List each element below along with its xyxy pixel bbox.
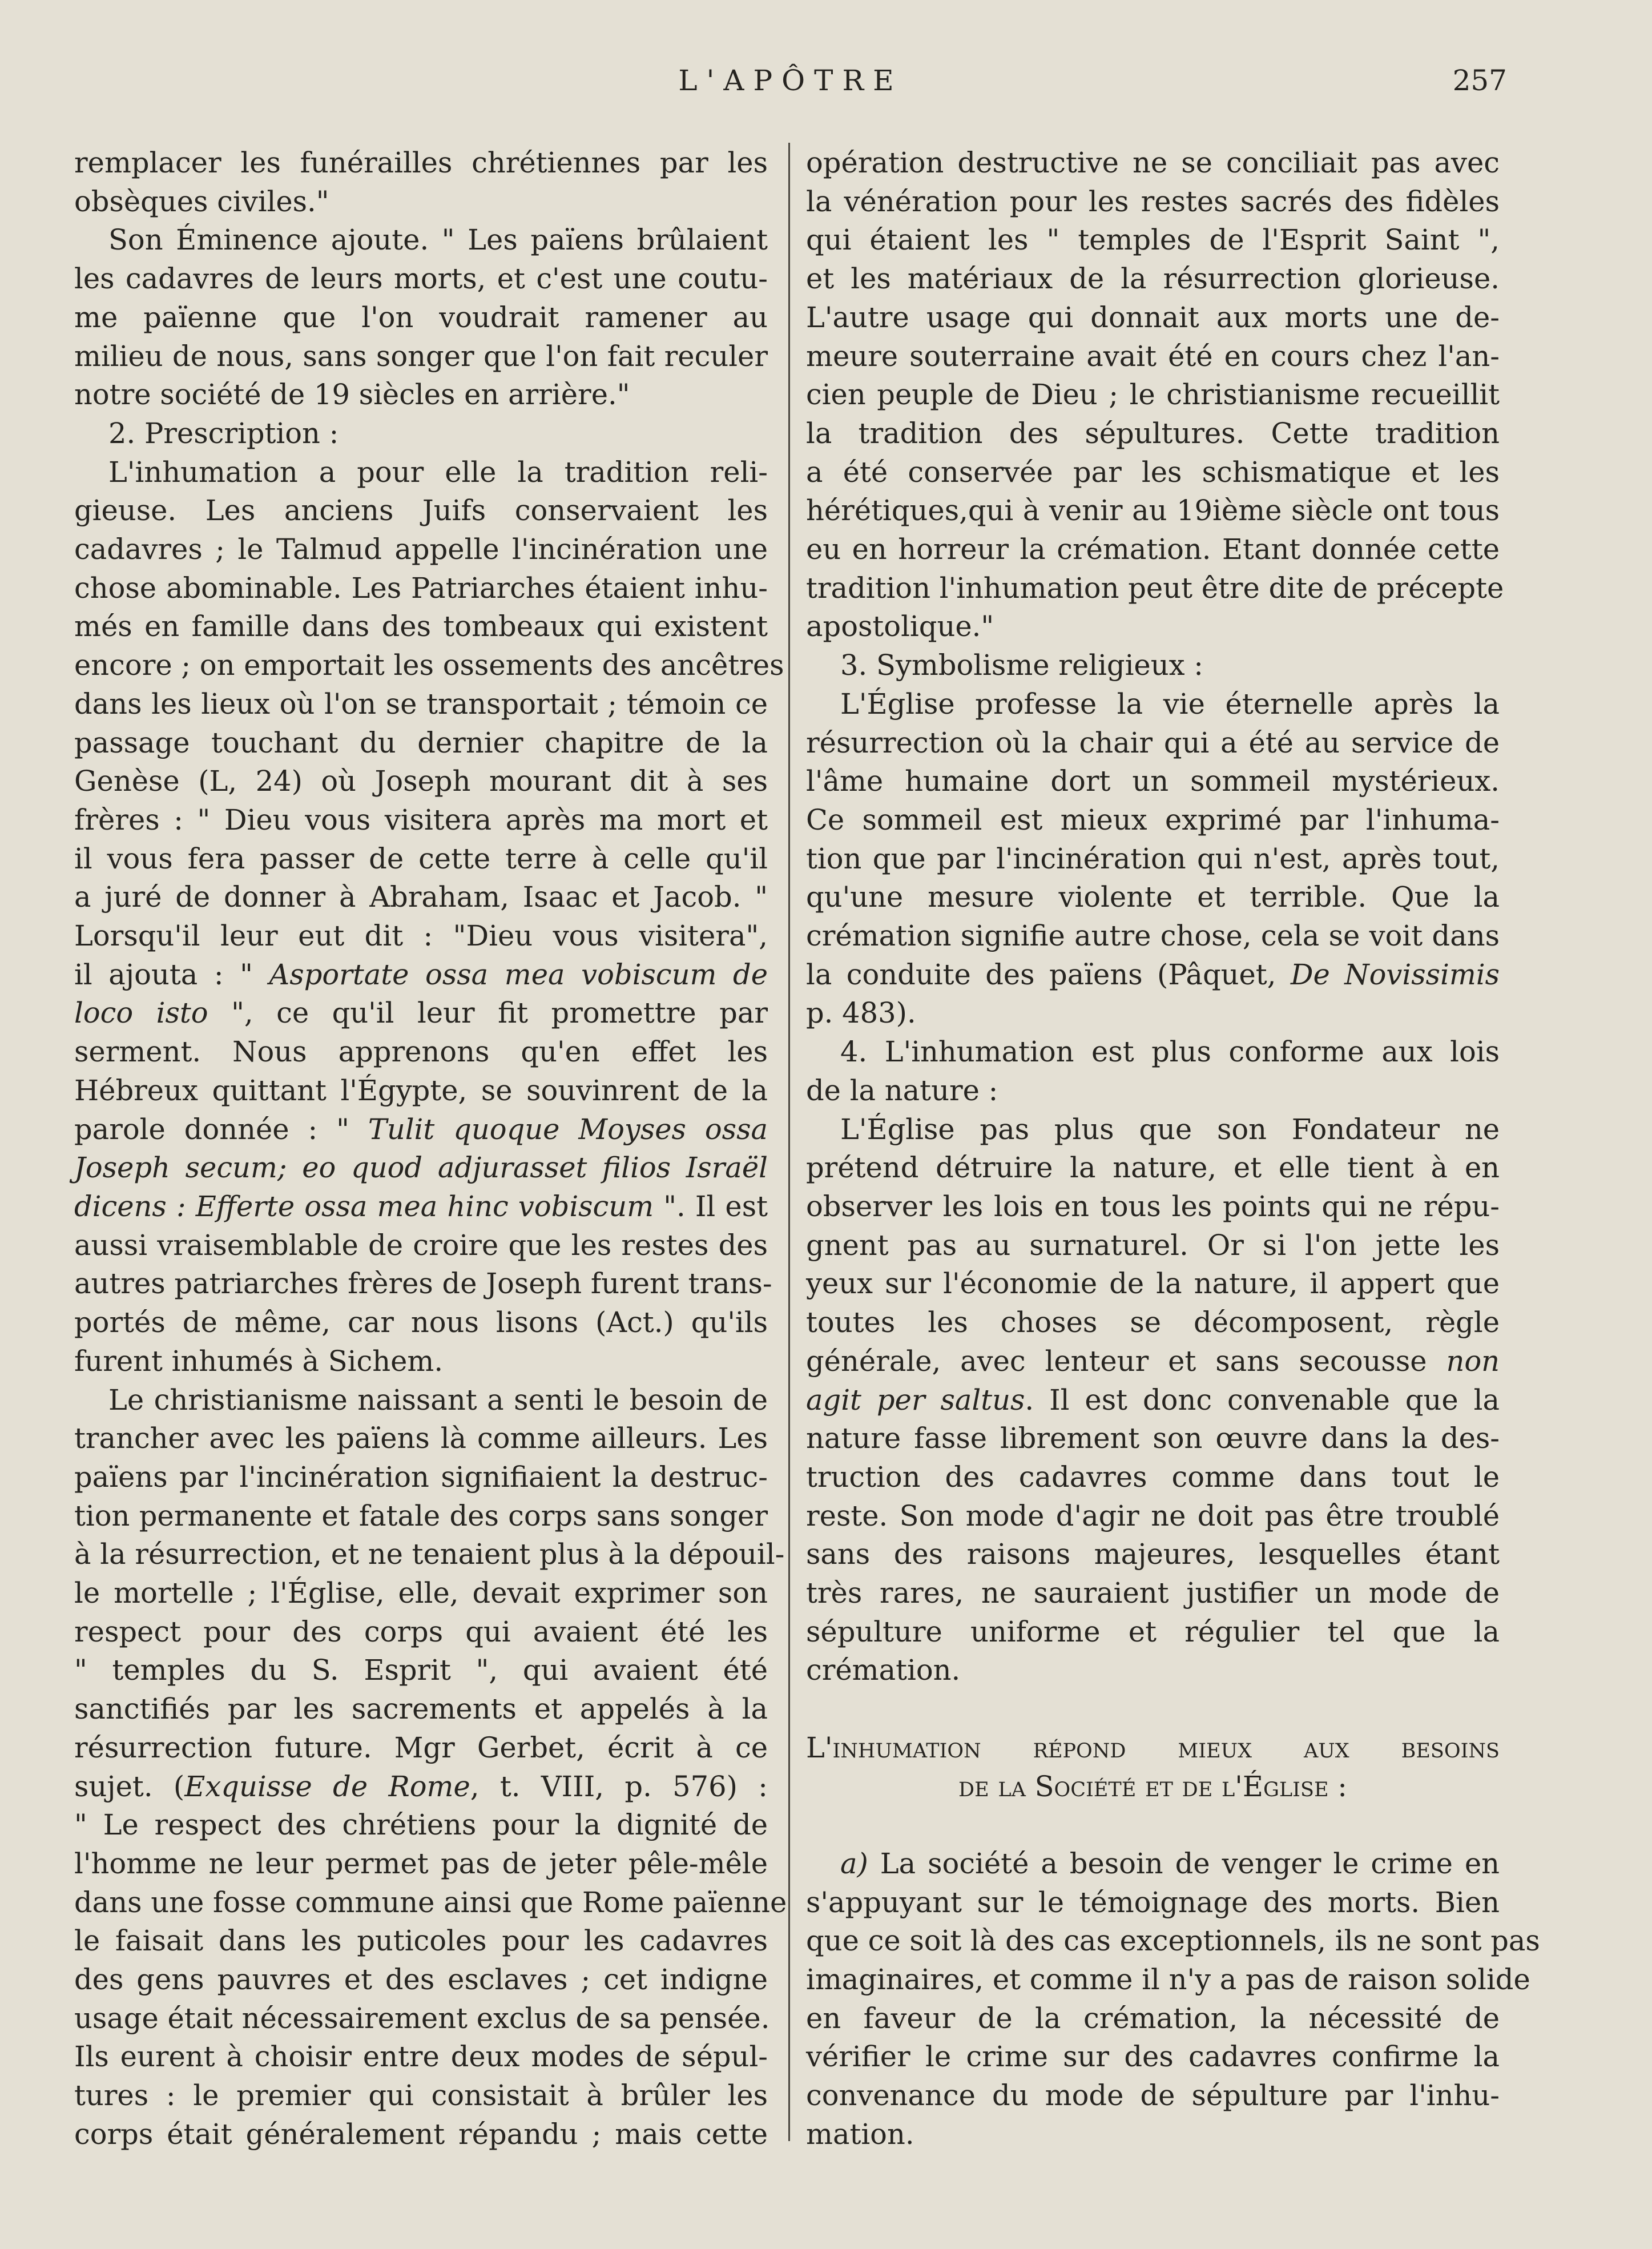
text-line: [806, 569, 1504, 608]
line-text: ", ce qu'il leur fit promettre par: [208, 996, 768, 1030]
line-text: s'appuyant sur le témoignage des morts. Bien: [806, 1885, 1500, 1919]
line-text: ". Il est: [654, 1189, 768, 1223]
left-column: [74, 144, 787, 2154]
line-text: très rares, ne sauraient justifier un mode de: [806, 1576, 1500, 1610]
line-text: toutes les choses se décomposent, règle: [806, 1306, 1500, 1339]
line-text: résurrection où la chair qui a été au service de: [806, 726, 1500, 759]
text-line: [74, 2115, 768, 2154]
text-line: [806, 1961, 1530, 1999]
column-divider: [788, 143, 790, 2141]
line-text: qui étaient les " temples de l'Esprit Saint ",: [806, 223, 1500, 257]
text-line: [806, 724, 1500, 763]
line-text: l'homme ne leur permet pas de jeter pêle-mêle: [74, 1846, 768, 1880]
line-text: sans des raisons majeures, lesquelles étant: [806, 1538, 1500, 1571]
line-text: apostolique.": [806, 610, 994, 643]
text-line: [74, 1111, 768, 1149]
text-line: [74, 1690, 768, 1729]
text-line: [74, 183, 768, 222]
line-text: il vous fera passer de cette terre à celle qu'il: [74, 842, 768, 875]
line-text: serment. Nous apprenons qu'en effet les: [74, 1035, 768, 1069]
text-line: [806, 956, 1500, 995]
text-line: [806, 337, 1500, 376]
line-text: portés de même, car nous lisons (Act.) qu'ils: [74, 1306, 768, 1339]
line-text: . Il est donc convenable que la: [1025, 1383, 1500, 1417]
text-line: [806, 1651, 1500, 1690]
line-text: que ce soit là des cas exceptionnels, ils ne sont pas: [806, 1924, 1540, 1958]
line-text: il ajouta : ": [74, 957, 269, 991]
text-line: [806, 1845, 1500, 1884]
line-text: le faisait dans les puticoles pour les cadavres: [74, 1924, 768, 1958]
text-line: [806, 607, 1500, 646]
line-text: dans les lieux où l'on se transportait ; témoin ce: [74, 687, 768, 721]
text-line: [806, 530, 1500, 569]
text-line: [74, 1806, 768, 1845]
text-line: [74, 1072, 768, 1111]
text-line: [806, 1033, 1500, 1072]
text-line: [806, 1381, 1500, 1420]
line-text: , t. VIII, p. 576) :: [470, 1769, 768, 1803]
line-text: 3. Symbolisme religieux :: [840, 649, 1203, 682]
line-italic-text: Tulit quoque Moyses ossa: [368, 1112, 768, 1146]
text-line: [74, 994, 768, 1033]
text-line: [806, 1458, 1500, 1497]
line-text: L'inhumation répond mieux aux besoins: [806, 1731, 1500, 1764]
text-line: [74, 878, 768, 917]
line-italic-text: loco isto: [74, 996, 208, 1030]
line-text: sépulture uniforme et régulier tel que la: [806, 1615, 1500, 1648]
text-line: [74, 1999, 768, 2038]
text-line: [806, 1574, 1500, 1613]
text-line: [806, 762, 1500, 801]
text-line: [806, 878, 1500, 917]
line-text: p. 483).: [806, 996, 916, 1030]
line-text: convenance du mode de sépulture par l'inhu-: [806, 2079, 1500, 2113]
text-line: [74, 1613, 768, 1652]
line-text: gieuse. Les anciens Juifs conservaient les: [74, 494, 768, 528]
text-line: [74, 1342, 768, 1381]
line-text: l'âme humaine dort un sommeil mystérieux.: [806, 765, 1500, 798]
line-text: meure souterraine avait été en cours chez l'an-: [806, 339, 1500, 373]
text-line: [74, 1497, 768, 1536]
text-line: [806, 1729, 1500, 1768]
text-line: [806, 376, 1500, 415]
text-line: [74, 917, 768, 956]
text-line: [806, 1303, 1500, 1342]
line-text: de la Société et de l'Église :: [958, 1769, 1347, 1803]
text-line: [806, 840, 1500, 879]
line-text: " Le respect des chrétiens pour la dignité de: [74, 1808, 768, 1842]
text-line: [74, 144, 768, 183]
line-text: trancher avec les païens là comme ailleurs. Les: [74, 1422, 768, 1455]
line-text: générale, avec lenteur et sans secousse: [806, 1344, 1446, 1378]
line-text: La société a besoin de venger le crime en: [868, 1846, 1500, 1880]
line-text: le mortelle ; l'Église, elle, devait exprimer son: [74, 1576, 768, 1610]
text-line: [74, 685, 768, 724]
line-text: cien peuple de Dieu ; le christianisme recueillit: [806, 378, 1500, 412]
line-text: mation.: [806, 2117, 914, 2151]
text-line: [806, 1922, 1540, 1961]
text-line: [74, 1961, 768, 1999]
line-text: furent inhumés à Sichem.: [74, 1344, 444, 1378]
text-line: [806, 801, 1500, 840]
line-text: a juré de donner à Abraham, Isaac et Jacob. ": [74, 880, 768, 914]
text-line: [806, 994, 1500, 1033]
line-text: Le christianisme naissant a senti le besoin de: [108, 1383, 768, 1417]
text-line: [74, 299, 768, 337]
line-text: Ce sommeil est mieux exprimé par l'inhuma-: [806, 803, 1500, 836]
line-text: hérétiques,qui à venir au 19ième siècle ont tous: [806, 494, 1500, 528]
line-text: crémation.: [806, 1653, 961, 1687]
line-text: remplacer les funérailles chrétiennes par les: [74, 146, 768, 179]
line-text: vérifier le crime sur des cadavres confirme la: [806, 2040, 1500, 2074]
line-text: païens par l'incinération signifiaient la destruc-: [74, 1460, 768, 1494]
line-text: qu'une mesure violente et terrible. Que la: [806, 880, 1500, 914]
line-text: notre société de 19 siècles en arrière.": [74, 378, 630, 412]
text-line: [806, 1535, 1500, 1574]
text-line: [806, 2077, 1500, 2115]
line-text: 4. L'inhumation est plus conforme aux lois: [840, 1035, 1500, 1069]
text-line: [74, 762, 768, 801]
line-text: usage était nécessairement exclus de sa pensée.: [74, 2001, 770, 2035]
text-line: [74, 1458, 768, 1497]
line-italic-text: dicens : Efferte ossa mea hinc vobiscum: [74, 1189, 654, 1223]
line-text: nature fasse librement son œuvre dans la des-: [806, 1422, 1500, 1455]
line-text: tion permanente et fatale des corps sans songer: [74, 1499, 768, 1532]
line-text: frères : " Dieu vous visitera après ma mort et: [74, 803, 768, 836]
line-text: L'inhumation a pour elle la tradition reli-: [108, 455, 768, 489]
text-line: [74, 1188, 768, 1226]
line-text: Son Éminence ajoute. " Les païens brûlaient: [108, 223, 768, 257]
text-line: [74, 1033, 768, 1072]
line-text: tures : le premier qui consistait à brûler les: [74, 2079, 768, 2113]
text-line: [806, 144, 1500, 183]
line-text: corps était généralement répandu ; mais cette: [74, 2117, 768, 2151]
text-line: [74, 1574, 768, 1613]
text-line: [74, 1226, 768, 1265]
text-line: [74, 492, 768, 530]
line-text: tion que par l'incinération qui n'est, après tout,: [806, 842, 1500, 875]
text-line: [806, 415, 1500, 453]
text-line: [806, 2115, 1500, 2154]
text-line: [806, 1226, 1500, 1265]
line-italic-text: Joseph secum; eo quod adjurasset filios Israël: [74, 1151, 768, 1185]
text-line: [806, 183, 1500, 222]
line-text: L'Église pas plus que son Fondateur ne: [840, 1112, 1500, 1146]
text-line: [74, 1149, 768, 1188]
page-number: 257: [1452, 64, 1507, 97]
line-text: chose abominable. Les Patriarches étaient inhu-: [74, 571, 768, 605]
line-italic-text: non: [1446, 1344, 1500, 1378]
line-text: des gens pauvres et des esclaves ; cet indigne: [74, 1963, 768, 1997]
line-text: a été conservée par les schismatique et les: [806, 455, 1500, 489]
text-line: [74, 801, 768, 840]
text-line: [806, 1999, 1500, 2038]
text-line: [74, 569, 768, 608]
line-text: reste. Son mode d'agir ne doit pas être troublé: [806, 1499, 1500, 1532]
line-text: encore ; on emportait les ossements des ancêtres: [74, 649, 784, 682]
line-text: tradition l'inhumation peut être dite de précepte: [806, 571, 1504, 605]
line-text: en faveur de la crémation, la nécessité de: [806, 2001, 1500, 2035]
running-title: L'APÔTRE: [678, 64, 903, 97]
text-line: [74, 530, 768, 569]
text-line: [806, 260, 1500, 299]
text-line: [74, 1768, 768, 1807]
text-line: [74, 1845, 768, 1884]
text-line: [74, 376, 768, 415]
page-header: [74, 64, 1507, 104]
text-line: [74, 1651, 768, 1690]
text-line: [74, 221, 768, 260]
text-line: [74, 337, 768, 376]
text-line: [806, 453, 1500, 492]
text-line: [806, 685, 1500, 724]
text-line: [806, 1342, 1500, 1381]
line-text: aussi vraisemblable de croire que les restes des: [74, 1228, 768, 1262]
text-line: [74, 607, 768, 646]
line-text: opération destructive ne se conciliait pas avec: [806, 146, 1500, 179]
text-line: [74, 260, 768, 299]
line-text: les cadavres de leurs morts, et c'est une coutu-: [74, 262, 768, 296]
text-line: [806, 1884, 1500, 1922]
line-text: obsèques civiles.": [74, 184, 329, 218]
line-text: Lorsqu'il leur eut dit : "Dieu vous visitera",: [74, 919, 768, 953]
text-line: [806, 492, 1500, 530]
text-line: [74, 415, 768, 453]
text-line: [74, 646, 784, 685]
line-text: et les matériaux de la résurrection glorieuse.: [806, 262, 1500, 296]
text-line: [806, 1419, 1500, 1458]
text-line: [74, 1884, 787, 1922]
line-text: imaginaires, et comme il n'y a pas de raison solide: [806, 1963, 1530, 1997]
line-text: prétend détruire la nature, et elle tient à en: [806, 1151, 1500, 1185]
right-column: [806, 144, 1540, 2154]
line-italic-text: De Novissimis: [1290, 957, 1500, 991]
line-text: cadavres ; le Talmud appelle l'incinération une: [74, 533, 768, 566]
line-text: la conduite des païens (Pâquet,: [806, 957, 1291, 991]
line-text: me païenne que l'on voudrait ramener au: [74, 300, 768, 334]
line-text: Genèse (L, 24) où Joseph mourant dit à ses: [74, 765, 768, 798]
line-text: crémation signifie autre chose, cela se voit dans: [806, 919, 1500, 953]
text-line: [806, 1497, 1500, 1536]
line-text: truction des cadavres comme dans tout le: [806, 1460, 1500, 1494]
text-line: [74, 1729, 768, 1768]
text-line: [74, 1419, 768, 1458]
line-text: dans une fosse commune ainsi que Rome païenne: [74, 1885, 787, 1919]
text-line: [74, 453, 768, 492]
line-italic-text: Exquisse de Rome: [184, 1769, 470, 1803]
line-text: Ils eurent à choisir entre deux modes de sépul-: [74, 2040, 768, 2074]
line-text: observer les lois en tous les points qui ne répu-: [806, 1189, 1500, 1223]
text-line: [74, 2038, 768, 2077]
line-text: à la résurrection, et ne tenaient plus à la dépouil-: [74, 1538, 785, 1571]
line-text: Hébreux quittant l'Égypte, se souvinrent de la: [74, 1073, 768, 1107]
line-text: gnent pas au surnaturel. Or si l'on jette les: [806, 1228, 1500, 1262]
text-line: [74, 1535, 785, 1574]
text-line: [74, 1381, 768, 1420]
text-line: [74, 840, 768, 879]
text-line: [74, 1265, 772, 1303]
text-line: [806, 2038, 1500, 2077]
line-text: la tradition des sépultures. Cette tradition: [806, 416, 1500, 450]
line-text: més en famille dans des tombeaux qui existent: [74, 610, 768, 643]
text-line: [74, 1303, 768, 1342]
line-text: la vénération pour les restes sacrés des fidèles: [806, 184, 1500, 218]
line-text: " temples du S. Esprit ", qui avaient été: [74, 1653, 768, 1687]
text-line: [806, 1149, 1500, 1188]
line-text: eu en horreur la crémation. Etant donnée cette: [806, 533, 1500, 566]
text-line: [74, 1922, 768, 1961]
line-italic-text: agit per saltus: [806, 1383, 1025, 1417]
text-line: [806, 1265, 1500, 1303]
line-text: sujet. (: [74, 1769, 185, 1803]
line-text: milieu de nous, sans songer que l'on fait reculer: [74, 339, 768, 373]
line-italic-text: Asportate ossa mea vobiscum de: [269, 957, 768, 991]
text-line: [806, 646, 1500, 685]
text-line: [74, 724, 768, 763]
text-line: [806, 1768, 1500, 1807]
line-text: yeux sur l'économie de la nature, il appert que: [806, 1267, 1500, 1301]
line-text: L'Église professe la vie éternelle après la: [840, 687, 1500, 721]
line-text: passage touchant du dernier chapitre de la: [74, 726, 768, 759]
text-line: [806, 1111, 1500, 1149]
line-text: de la nature :: [806, 1073, 998, 1107]
text-line: [806, 1072, 1500, 1111]
line-text: respect pour des corps qui avaient été les: [74, 1615, 768, 1648]
line-text: autres patriarches frères de Joseph furent trans-: [74, 1267, 772, 1301]
text-line: [806, 1188, 1500, 1226]
text-line: [74, 956, 768, 995]
line-text: L'autre usage qui donnait aux morts une de-: [806, 300, 1500, 334]
line-text: 2. Prescription :: [108, 416, 339, 450]
line-text: parole donnée : ": [74, 1112, 368, 1146]
text-line: [806, 1613, 1500, 1652]
line-text: résurrection future. Mgr Gerbet, écrit à ce: [74, 1731, 768, 1764]
text-line: [74, 2077, 768, 2115]
text-line: [806, 917, 1500, 956]
line-text: sanctifiés par les sacrements et appelés à la: [74, 1692, 768, 1726]
line-italic-text: a): [840, 1846, 868, 1880]
text-line: [806, 221, 1500, 260]
text-line: [806, 299, 1500, 337]
